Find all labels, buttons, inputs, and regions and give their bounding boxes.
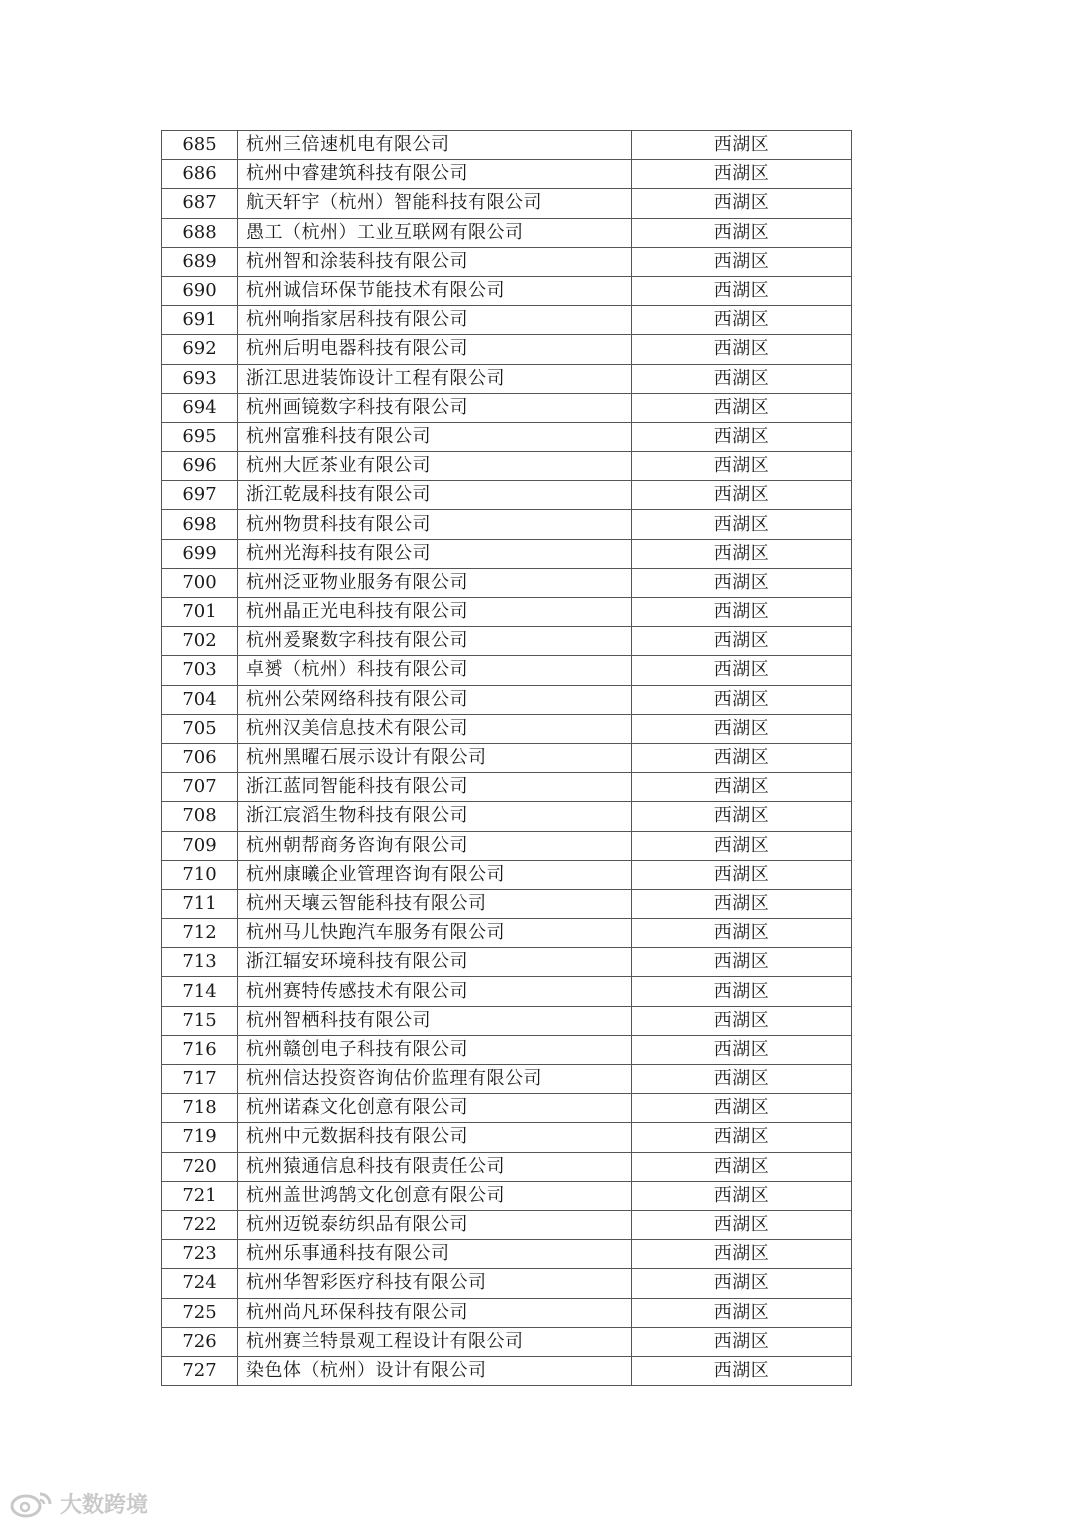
company-name: 杭州响指家居科技有限公司 — [238, 306, 632, 335]
company-name: 杭州爰聚数字科技有限公司 — [238, 627, 632, 656]
company-name: 杭州公荣网络科技有限公司 — [238, 685, 632, 714]
company-name: 杭州康曦企业管理咨询有限公司 — [238, 860, 632, 889]
company-name: 杭州马儿快跑汽车服务有限公司 — [238, 919, 632, 948]
district: 西湖区 — [632, 1210, 852, 1239]
row-number: 706 — [162, 743, 238, 772]
weibo-logo-icon — [10, 1490, 54, 1518]
company-name: 杭州泛亚物业服务有限公司 — [238, 568, 632, 597]
row-number: 717 — [162, 1065, 238, 1094]
district: 西湖区 — [632, 189, 852, 218]
company-name: 杭州画镜数字科技有限公司 — [238, 393, 632, 422]
district: 西湖区 — [632, 977, 852, 1006]
row-number: 709 — [162, 831, 238, 860]
district: 西湖区 — [632, 481, 852, 510]
company-list-table — [161, 130, 852, 1386]
table-row — [162, 802, 852, 831]
row-number: 710 — [162, 860, 238, 889]
company-name: 杭州光海科技有限公司 — [238, 539, 632, 568]
row-number: 693 — [162, 364, 238, 393]
watermark-text: 大数跨境 — [60, 1493, 149, 1518]
row-number: 723 — [162, 1240, 238, 1269]
row-number: 694 — [162, 393, 238, 422]
row-number: 704 — [162, 685, 238, 714]
row-number: 714 — [162, 977, 238, 1006]
table-row — [162, 306, 852, 335]
company-name: 航天轩宇（杭州）智能科技有限公司 — [238, 189, 632, 218]
district: 西湖区 — [632, 627, 852, 656]
company-name: 杭州赛兰特景观工程设计有限公司 — [238, 1327, 632, 1356]
company-name: 杭州信达投资咨询估价监理有限公司 — [238, 1065, 632, 1094]
table-row — [162, 1356, 852, 1385]
table-row — [162, 1006, 852, 1035]
row-number: 720 — [162, 1152, 238, 1181]
watermark — [10, 1488, 148, 1519]
district: 西湖区 — [632, 1006, 852, 1035]
table-row — [162, 860, 852, 889]
district: 西湖区 — [632, 1152, 852, 1181]
row-number: 698 — [162, 510, 238, 539]
row-number: 691 — [162, 306, 238, 335]
table-row — [162, 685, 852, 714]
row-number: 689 — [162, 247, 238, 276]
district: 西湖区 — [632, 131, 852, 160]
company-name: 杭州黑曜石展示设计有限公司 — [238, 743, 632, 772]
row-number: 685 — [162, 131, 238, 160]
row-number: 696 — [162, 452, 238, 481]
district: 西湖区 — [632, 685, 852, 714]
district: 西湖区 — [632, 539, 852, 568]
table-row — [162, 977, 852, 1006]
company-name: 杭州猿通信息科技有限责任公司 — [238, 1152, 632, 1181]
company-name: 杭州智和涂装科技有限公司 — [238, 247, 632, 276]
district: 西湖区 — [632, 1298, 852, 1327]
company-name: 杭州尚凡环保科技有限公司 — [238, 1298, 632, 1327]
company-name: 浙江思进装饰设计工程有限公司 — [238, 364, 632, 393]
table-row — [162, 831, 852, 860]
district: 西湖区 — [632, 247, 852, 276]
row-number: 719 — [162, 1123, 238, 1152]
table-row — [162, 1210, 852, 1239]
company-name: 杭州中元数据科技有限公司 — [238, 1123, 632, 1152]
company-name: 杭州诺森文化创意有限公司 — [238, 1094, 632, 1123]
table-row — [162, 627, 852, 656]
row-number: 725 — [162, 1298, 238, 1327]
district: 西湖区 — [632, 1035, 852, 1064]
row-number: 707 — [162, 773, 238, 802]
row-number: 715 — [162, 1006, 238, 1035]
table-row — [162, 1181, 852, 1210]
row-number: 690 — [162, 276, 238, 305]
table-row — [162, 1152, 852, 1181]
row-number: 708 — [162, 802, 238, 831]
table-row — [162, 656, 852, 685]
table-row — [162, 393, 852, 422]
row-number: 712 — [162, 919, 238, 948]
table-row — [162, 1269, 852, 1298]
district: 西湖区 — [632, 364, 852, 393]
district: 西湖区 — [632, 276, 852, 305]
row-number: 703 — [162, 656, 238, 685]
company-name: 浙江宸滔生物科技有限公司 — [238, 802, 632, 831]
table-row — [162, 218, 852, 247]
row-number: 688 — [162, 218, 238, 247]
district: 西湖区 — [632, 889, 852, 918]
row-number: 721 — [162, 1181, 238, 1210]
company-name: 杭州天壤云智能科技有限公司 — [238, 889, 632, 918]
table-row — [162, 598, 852, 627]
district: 西湖区 — [632, 393, 852, 422]
district: 西湖区 — [632, 948, 852, 977]
table-row — [162, 919, 852, 948]
table-row — [162, 773, 852, 802]
table-body — [162, 131, 852, 1386]
district: 西湖区 — [632, 831, 852, 860]
table-row — [162, 568, 852, 597]
row-number: 722 — [162, 1210, 238, 1239]
district: 西湖区 — [632, 160, 852, 189]
row-number: 724 — [162, 1269, 238, 1298]
row-number: 726 — [162, 1327, 238, 1356]
company-name: 浙江辐安环境科技有限公司 — [238, 948, 632, 977]
table-row — [162, 1094, 852, 1123]
company-name: 杭州赣创电子科技有限公司 — [238, 1035, 632, 1064]
table-row — [162, 1240, 852, 1269]
table-row — [162, 1035, 852, 1064]
row-number: 711 — [162, 889, 238, 918]
table-row — [162, 481, 852, 510]
table-row — [162, 131, 852, 160]
district: 西湖区 — [632, 422, 852, 451]
table-row — [162, 364, 852, 393]
district: 西湖区 — [632, 1356, 852, 1385]
company-name: 杭州汉美信息技术有限公司 — [238, 714, 632, 743]
company-name: 杭州诚信环保节能技术有限公司 — [238, 276, 632, 305]
table-row — [162, 889, 852, 918]
table-row — [162, 276, 852, 305]
table-row — [162, 1298, 852, 1327]
company-name: 杭州富雅科技有限公司 — [238, 422, 632, 451]
company-name: 杭州朝帮商务咨询有限公司 — [238, 831, 632, 860]
company-name: 浙江乾晟科技有限公司 — [238, 481, 632, 510]
district: 西湖区 — [632, 452, 852, 481]
table-row — [162, 1065, 852, 1094]
company-name: 浙江蓝同智能科技有限公司 — [238, 773, 632, 802]
district: 西湖区 — [632, 860, 852, 889]
row-number: 716 — [162, 1035, 238, 1064]
row-number: 686 — [162, 160, 238, 189]
row-number: 687 — [162, 189, 238, 218]
company-name: 杭州后明电器科技有限公司 — [238, 335, 632, 364]
district: 西湖区 — [632, 1065, 852, 1094]
table-row — [162, 948, 852, 977]
row-number: 713 — [162, 948, 238, 977]
company-name: 杭州大匠茶业有限公司 — [238, 452, 632, 481]
row-number: 692 — [162, 335, 238, 364]
district: 西湖区 — [632, 743, 852, 772]
district: 西湖区 — [632, 218, 852, 247]
district: 西湖区 — [632, 1269, 852, 1298]
district: 西湖区 — [632, 802, 852, 831]
table-row — [162, 539, 852, 568]
table-row — [162, 452, 852, 481]
company-name: 卓赟（杭州）科技有限公司 — [238, 656, 632, 685]
table-row — [162, 1327, 852, 1356]
district: 西湖区 — [632, 1240, 852, 1269]
company-name: 杭州物贯科技有限公司 — [238, 510, 632, 539]
district: 西湖区 — [632, 919, 852, 948]
company-name: 杭州晶正光电科技有限公司 — [238, 598, 632, 627]
district: 西湖区 — [632, 510, 852, 539]
company-name: 杭州迈锐泰纺织品有限公司 — [238, 1210, 632, 1239]
company-name: 染色体（杭州）设计有限公司 — [238, 1356, 632, 1385]
row-number: 727 — [162, 1356, 238, 1385]
row-number: 697 — [162, 481, 238, 510]
company-name: 杭州华智彩医疗科技有限公司 — [238, 1269, 632, 1298]
row-number: 699 — [162, 539, 238, 568]
table-row — [162, 1123, 852, 1152]
company-name: 杭州赛特传感技术有限公司 — [238, 977, 632, 1006]
table-row — [162, 510, 852, 539]
row-number: 702 — [162, 627, 238, 656]
row-number: 718 — [162, 1094, 238, 1123]
table-row — [162, 422, 852, 451]
district: 西湖区 — [632, 1181, 852, 1210]
district: 西湖区 — [632, 1094, 852, 1123]
district: 西湖区 — [632, 598, 852, 627]
table-row — [162, 189, 852, 218]
district: 西湖区 — [632, 568, 852, 597]
company-name: 杭州盖世鸿鹄文化创意有限公司 — [238, 1181, 632, 1210]
table-row — [162, 335, 852, 364]
district: 西湖区 — [632, 1327, 852, 1356]
row-number: 700 — [162, 568, 238, 597]
district: 西湖区 — [632, 335, 852, 364]
company-name: 杭州乐事通科技有限公司 — [238, 1240, 632, 1269]
district: 西湖区 — [632, 773, 852, 802]
table-row — [162, 714, 852, 743]
district: 西湖区 — [632, 656, 852, 685]
row-number: 705 — [162, 714, 238, 743]
company-name: 杭州智栖科技有限公司 — [238, 1006, 632, 1035]
district: 西湖区 — [632, 714, 852, 743]
district: 西湖区 — [632, 1123, 852, 1152]
table-row — [162, 160, 852, 189]
company-name: 杭州三倍速机电有限公司 — [238, 131, 632, 160]
company-name: 杭州中睿建筑科技有限公司 — [238, 160, 632, 189]
row-number: 701 — [162, 598, 238, 627]
table-row — [162, 247, 852, 276]
company-name: 愚工（杭州）工业互联网有限公司 — [238, 218, 632, 247]
table-row — [162, 743, 852, 772]
district: 西湖区 — [632, 306, 852, 335]
row-number: 695 — [162, 422, 238, 451]
